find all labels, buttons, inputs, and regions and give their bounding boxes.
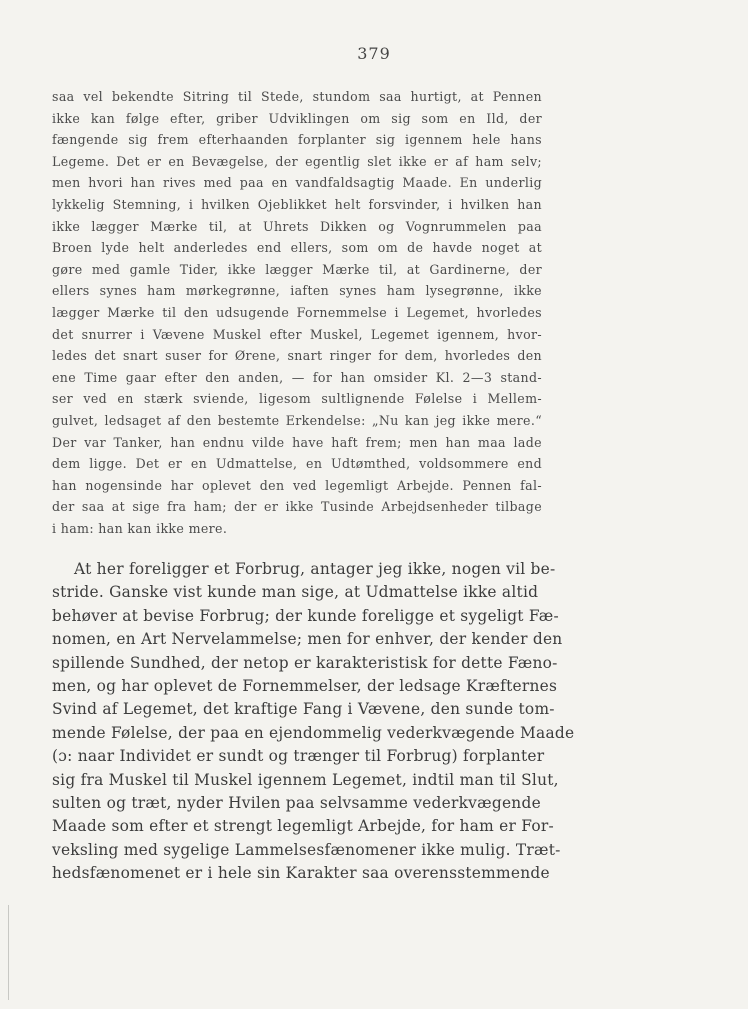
quote-line: fængende sig frem efterhaanden forplanter sig igennem hele hans	[52, 132, 542, 148]
page-number: 379	[357, 44, 391, 63]
body-line: nomen, en Art Nervelammelse; men for enhver, der kender den	[52, 630, 563, 649]
quote-line: i ham: han kan ikke mere.	[52, 520, 228, 536]
quote-line: ene Time gaar efter den anden, — for han omsider Kl. 2—3 stand-	[52, 369, 542, 385]
quote-line: men hvori han rives med paa en vandfaldsagtig Maade. En underlig	[52, 175, 542, 191]
body-line: mende Følelse, der paa en ejendommelig vederkvægende Maade	[52, 723, 575, 742]
body-line: spillende Sundhed, der netop er karakteristisk for dette Fæno-	[52, 653, 558, 672]
body-line: behøver at bevise Forbrug; der kunde foreligge et sygeligt Fæ-	[52, 606, 559, 625]
quote-line: saa vel bekendte Sitring til Stede, stundom saa hurtigt, at Pennen	[52, 89, 542, 104]
quote-line: Broen lyde helt anderledes end ellers, som om de havde noget at	[52, 240, 542, 256]
quote-line: det snurrer i Vævene Muskel efter Muskel, Legemet igennem, hvor-	[52, 326, 542, 342]
quote-line: lykkelig Stemning, i hvilken Ojeblikket helt forsvinder, i hvilken han	[52, 196, 542, 212]
quote-line: ikke kan følge efter, griber Udviklingen om sig som en Ild, der	[52, 110, 542, 126]
quote-line: gøre med gamle Tider, ikke lægger Mærke til, at Gardinerne, der	[52, 261, 542, 277]
body-line: hedsfænomenet er i hele sin Karakter saa overensstemmende	[52, 864, 550, 883]
body-line: veksling med sygelige Lammelsesfænomener ikke mulig. Træt-	[52, 840, 561, 859]
body-line: sig fra Muskel til Muskel igennem Legemet, indtil man til Slut,	[52, 770, 559, 789]
quote-line: ser ved en stærk sviende, ligesom sultlignende Følelse i Mellem-	[52, 391, 542, 407]
quoted-passage	[52, 86, 542, 539]
body-paragraph	[52, 558, 575, 885]
quote-line: gulvet, ledsaget af den bestemte Erkendelse: „Nu kan jeg ikke mere.“	[52, 412, 542, 428]
body-line: (ɔ: naar Individet er sundt og trænger til Forbrug) forplanter	[52, 747, 545, 766]
body-line: sulten og træt, nyder Hvilen paa selvsamme vederkvægende	[52, 793, 541, 812]
page-edge-mark	[8, 905, 9, 1000]
body-line: Svind af Legemet, det kraftige Fang i Vævene, den sunde tom-	[52, 700, 555, 719]
body-line: Maade som efter et strengt legemligt Arbejde, for ham er For-	[52, 817, 554, 836]
quote-line: der saa at sige fra ham; der er ikke Tusinde Arbejdsenheder tilbage	[52, 499, 542, 515]
quote-line: han nogensinde har oplevet den ved legemligt Arbejde. Pennen fal-	[52, 477, 542, 493]
quote-line: dem ligge. Det er en Udmattelse, en Udtømthed, voldsommere end	[52, 456, 542, 472]
quote-line: lægger Mærke til den udsugende Fornemmelse i Legemet, hvorledes	[52, 304, 542, 320]
body-line: stride. Ganske vist kunde man sige, at Udmattelse ikke altid	[52, 583, 539, 602]
quote-line: Der var Tanker, han endnu vilde have haft frem; men han maa lade	[52, 434, 542, 450]
quote-line: ikke lægger Mærke til, at Uhrets Dikken og Vognrummelen paa	[52, 218, 542, 234]
body-line: men, og har oplevet de Fornemmelser, der ledsage Kræfternes	[52, 676, 558, 695]
body-line: At her foreligger et Forbrug, antager jeg ikke, nogen vil be-	[74, 560, 556, 578]
quote-line: Legeme. Det er en Bevægelse, der egentlig slet ikke er af ham selv;	[52, 153, 542, 169]
quote-line: ledes det snart suser for Ørene, snart ringer for dem, hvorledes den	[52, 348, 542, 364]
quote-line: ellers synes ham mørkegrønne, iaften synes ham lysegrønne, ikke	[52, 283, 542, 299]
